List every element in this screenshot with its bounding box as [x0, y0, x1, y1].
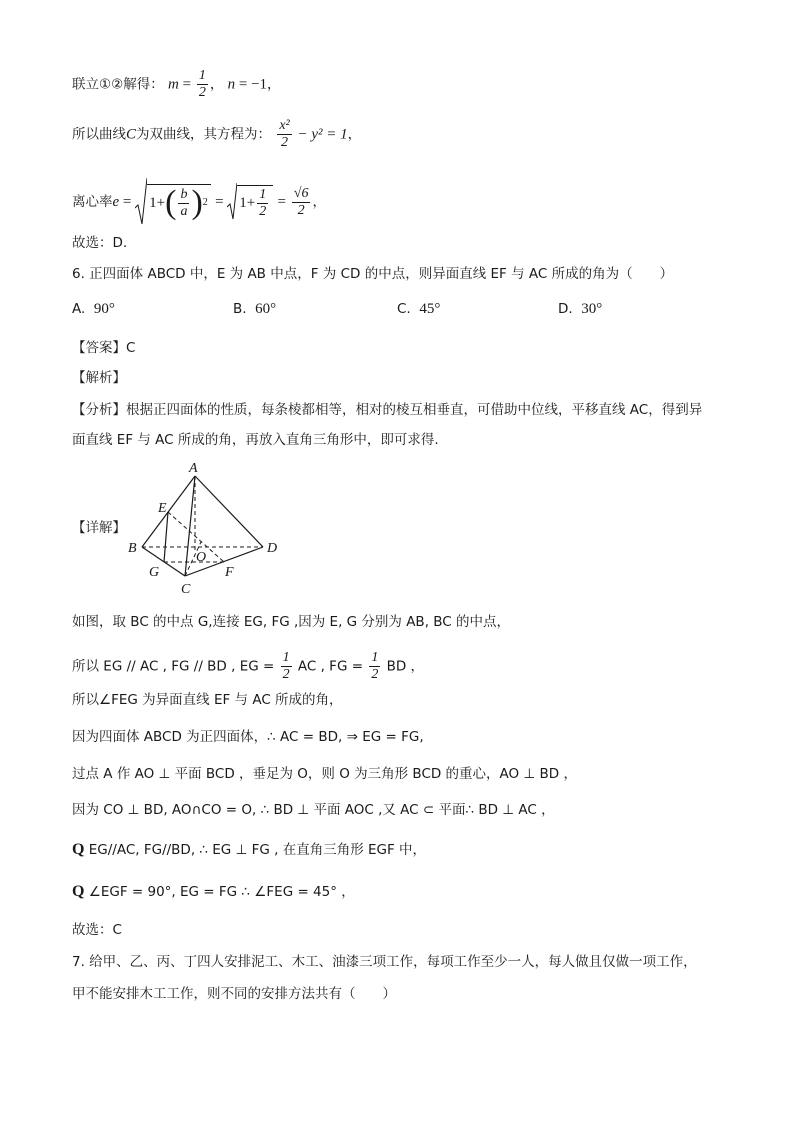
end: ， [267, 76, 281, 93]
choice-a[interactable] [72, 301, 115, 318]
separator: ， [209, 76, 224, 93]
fraction [369, 650, 380, 683]
end: ， [312, 194, 326, 210]
numerator: x² [279, 118, 290, 133]
solution-step-3: 所以∠FEG 为异面直线 EF 与 AC 所成的角， [72, 692, 343, 708]
sqrt-1 [135, 178, 211, 226]
label-B: B [128, 541, 137, 556]
label-A: A [189, 461, 198, 476]
edge-AD [195, 476, 263, 547]
answer-line [72, 338, 135, 358]
radical-sign-icon [227, 183, 237, 221]
text: AC , FG = [293, 658, 368, 675]
equals: = [277, 194, 290, 210]
radical-sign-icon [135, 178, 147, 226]
solution-step-2 [72, 650, 424, 683]
sqrt-2 [227, 183, 273, 221]
choice-value: 90° [93, 301, 115, 317]
fraction [178, 187, 189, 220]
conclusion-line: 故选：D. [72, 235, 128, 251]
numerator: 1 [198, 68, 206, 83]
denominator: 2 [297, 202, 305, 218]
q-symbol: Q [72, 841, 85, 858]
solution-line-3 [72, 178, 326, 226]
text: 1+ [239, 195, 256, 211]
edge-AB [142, 476, 195, 547]
q-symbol: Q [72, 883, 85, 900]
text: BD ， [382, 658, 425, 675]
solution-step-8 [72, 882, 355, 902]
segment-EG [164, 512, 168, 562]
radicand [237, 185, 273, 220]
var-m: m [168, 76, 179, 93]
numerator: 1 [371, 650, 379, 665]
answer-value: C [126, 340, 136, 356]
tetrahedron-figure [125, 458, 285, 598]
denominator: 2 [259, 203, 267, 219]
end: ， [347, 126, 362, 143]
denominator: 2 [198, 85, 206, 100]
solution-step-5: 过点 A 作 AO ⊥ 平面 BCD ，垂足为 O，则 O 为三角形 BCD 的重心，AO ⊥ BD ， [72, 766, 577, 782]
value: = −1 [235, 76, 268, 93]
label-O: O [196, 550, 207, 565]
numerator: 1 [282, 650, 290, 665]
equals: = [178, 76, 195, 93]
solution-step-1: 如图，取 BC 的中点 G,连接 EG, FG ,因为 E, G 分别为 AB, BC 的中点， [72, 614, 511, 630]
numerator: b [180, 186, 188, 202]
text: 联立①②解得： [72, 76, 164, 93]
denominator: a [180, 203, 188, 219]
solution-step-7 [72, 840, 426, 860]
equation: − y² = 1 [293, 126, 348, 143]
var-e: e [112, 194, 120, 210]
choice-value: 30° [581, 301, 603, 317]
var-n: n [227, 76, 236, 93]
equals: = [119, 194, 136, 210]
radicand [147, 184, 211, 220]
text: 1+ [149, 195, 166, 211]
denominator: 2 [281, 135, 289, 150]
fraction [257, 187, 268, 220]
text: 离心率 [72, 194, 113, 210]
choice-label: D. [558, 301, 573, 317]
fenxi-tag: 【分析】 [72, 402, 126, 418]
fenxi-text: 根据正四面体的性质，每条棱都相等，相对的棱互相垂直，可借助中位线，平移直线 AC，得到异 [126, 402, 703, 418]
choice-value: 45° [419, 301, 441, 317]
question-6: 6. 正四面体 ABCD 中，E 为 AB 中点，F 为 CD 的中点，则异面直线 EF 与 AC 所成的角为（ ） [72, 266, 674, 282]
answer-tag: 【答案】 [72, 340, 126, 356]
question-7-line-1: 7. 给甲、乙、丙、丁四人安排泥工、木工、油漆三项工作，每项工作至少一人，每人做且仅做一项工作， [72, 954, 697, 970]
solution-step-6: 因为 CO ⊥ BD, AO∩CO = O, ∴ BD ⊥ 平面 AOC ,又 AC ⊂ 平面∴ BD ⊥ AC ， [72, 802, 555, 818]
equals: = [215, 194, 228, 210]
label-G: G [149, 565, 160, 580]
label-C: C [181, 582, 191, 597]
fraction [197, 68, 208, 101]
edge-AC [185, 476, 195, 576]
var-C: C [126, 126, 137, 143]
question-7-line-2: 甲不能安排木工工作，则不同的安排方法共有（ ） [72, 986, 396, 1002]
denominator: 2 [371, 667, 379, 682]
analysis-tag: 【解析】 [72, 370, 126, 386]
fenxi-line-1 [72, 400, 702, 420]
choice-label: B. [233, 301, 247, 317]
choice-label: A. [72, 301, 86, 317]
fraction [292, 186, 311, 219]
label-F: F [225, 565, 234, 580]
choice-value: 60° [255, 301, 277, 317]
right-paren: ) [191, 184, 203, 221]
numerator: √6 [293, 185, 309, 201]
solution-line-2 [72, 118, 361, 151]
solution-line-1 [72, 68, 281, 101]
left-paren: ( [165, 184, 177, 221]
text: EG//AC, FG//BD, ∴ EG ⊥ FG , 在直角三角形 EGF 中， [84, 842, 427, 858]
exponent: 2 [202, 197, 208, 208]
label-E: E [158, 501, 167, 516]
choice-c[interactable] [397, 301, 440, 318]
text: 所以 EG // AC , FG // BD , EG = [72, 658, 279, 675]
label-D: D [267, 541, 278, 556]
fenxi-line-2: 面直线 EF 与 AC 所成的角，再放入直角三角形中，即可求得. [72, 432, 439, 448]
choice-label: C. [397, 301, 411, 317]
numerator: 1 [259, 186, 267, 202]
fraction [281, 650, 292, 683]
solution-step-4: 因为四面体 ABCD 为正四面体，∴ AC = BD, ⇒ EG = FG, [72, 729, 424, 745]
fraction [277, 118, 291, 151]
choice-b[interactable] [233, 301, 276, 318]
choice-d[interactable] [558, 301, 602, 318]
text: ∠EGF = 90°, EG = FG ∴ ∠FEG = 45° ， [84, 884, 355, 900]
text: 所以曲线 [72, 126, 126, 143]
conclusion-line-2: 故选：C [72, 922, 122, 938]
detail-tag: 【详解】 [72, 520, 126, 536]
denominator: 2 [282, 667, 290, 682]
text: 为双曲线，其方程为： [136, 126, 272, 143]
